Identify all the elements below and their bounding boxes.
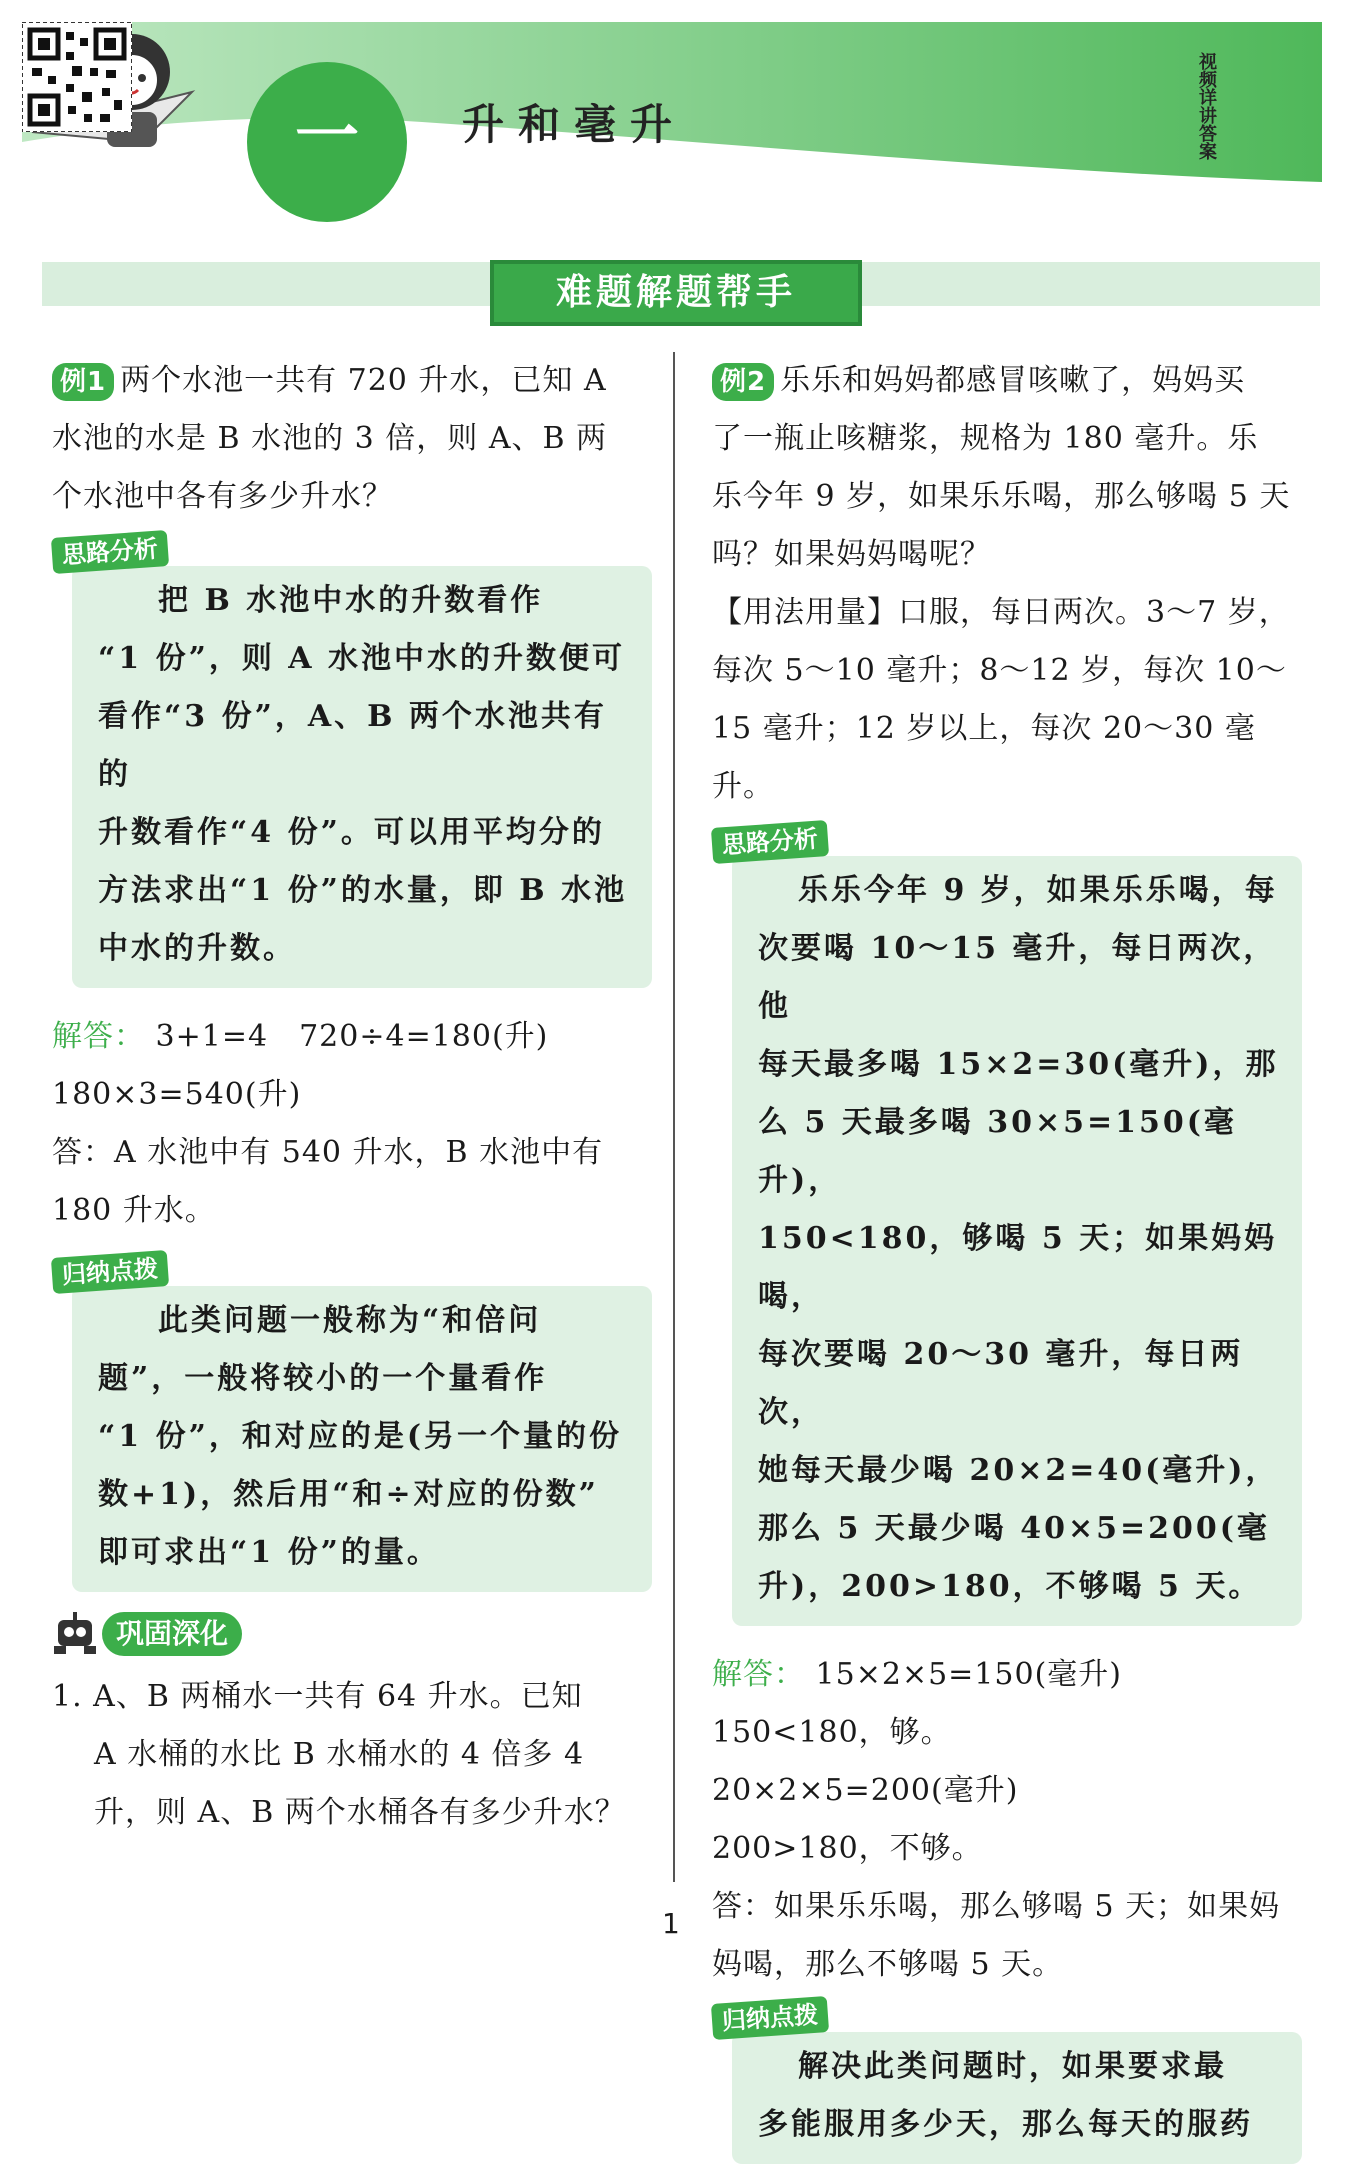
example2-line: 每次 5～10 毫升；8～12 岁，每次 10～ <box>712 653 1287 688</box>
analysis-tag: 思路分析 <box>51 530 169 574</box>
example2-line: 例2 乐乐和妈妈都感冒咳嗽了，妈妈买 <box>712 352 1302 410</box>
summary-tag: 归纳点拨 <box>711 1996 829 2040</box>
answer-line: 20×2×5=200(毫升) <box>712 1773 1019 1808</box>
analysis-box: 乐乐今年 9 岁，如果乐乐喝，每 次要喝 10～15 毫升，每日两次，他 每天最多喝 15×2=30(毫升)，那 么 5 天最多喝 30×5=150(毫升)， 150<180，够喝 5 天；如果妈妈喝， 每次要喝 20～30 毫升，每日两次， 她每天最少喝 20×2=40(毫升)， 那么 5 天最少喝 40×5=200(毫 升)，200>180，不够喝 5 天。 <box>732 856 1302 1626</box>
example1-tag: 例1 <box>52 363 114 401</box>
example1-analysis <box>52 534 652 988</box>
example1-answer: 解答： 3+1=4 720÷4=180(升) <box>52 1019 549 1054</box>
exercise-1-line: A 水桶的水比 B 水桶水的 4 倍多 4 <box>94 1737 585 1772</box>
answer-line: 妈喝，那么不够喝 5 天。 <box>712 1947 1064 1982</box>
example2-line: 乐今年 9 岁，如果乐乐喝，那么够喝 5 天 <box>712 479 1291 514</box>
example2-analysis <box>712 824 1302 1626</box>
right-column <box>712 352 1302 2164</box>
answer-line: 150<180，够。 <box>712 1715 952 1750</box>
summary-tag: 归纳点拨 <box>51 1250 169 1294</box>
summary-box: 解决此类问题时，如果要求最 多能服用多少天，那么每天的服药 <box>732 2032 1302 2164</box>
answer-line: 答：如果乐乐喝，那么够喝 5 天；如果妈 <box>712 1889 1281 1924</box>
chapter-header <box>22 22 1322 190</box>
section-banner <box>490 260 862 326</box>
analysis-tag: 思路分析 <box>711 820 829 864</box>
answer-line: 180 升水。 <box>52 1193 216 1228</box>
exercise-1-line: 升，则 A、B 两个水桶各有多少升水？ <box>94 1795 626 1830</box>
example2-answer: 解答： 15×2×5=150(毫升) <box>712 1657 1122 1692</box>
page-number: 1 <box>662 1907 680 1940</box>
example2-line: 15 毫升；12 岁以上，每次 20～30 毫升。 <box>712 711 1256 804</box>
example1-line: 水池的水是 B 水池的 3 倍，则 A、B 两 <box>52 421 608 456</box>
section-title: 难题解题帮手 <box>555 272 796 313</box>
consolidate-header <box>52 1612 652 1662</box>
example2-line: 吗？如果妈妈喝呢？ <box>712 537 991 572</box>
example2-tag: 例2 <box>712 363 774 401</box>
answer-line: 答：A 水池中有 540 升水，B 水池中有 <box>52 1135 604 1170</box>
column-divider <box>673 352 675 1882</box>
example1-summary <box>52 1254 652 1592</box>
consolidate-tag: 巩固深化 <box>102 1612 242 1656</box>
exercise-1-line: 1. A、B 两桶水一共有 64 升水。已知 <box>52 1679 583 1714</box>
unit-number: 一 <box>295 100 359 174</box>
page <box>22 22 1322 2142</box>
example1-line: 个水池中各有多少升水？ <box>52 479 393 514</box>
qr-code[interactable] <box>22 22 132 132</box>
chapter-title: 升和毫升 <box>462 100 687 149</box>
example1-line: 例1 两个水池一共有 720 升水，已知 A <box>52 352 652 410</box>
summary-box: 此类问题一般称为“和倍问 题”，一般将较小的一个量看作 “1 份”，和对应的是(另一个量的份 数+1)，然后用“和÷对应的份数” 即可求出“1 份”的量。 <box>72 1286 652 1592</box>
example2-line: 了一瓶止咳糖浆，规格为 180 毫升。乐 <box>712 421 1259 456</box>
answer-line: 200>180，不够。 <box>712 1831 983 1866</box>
answer-label: 解答： <box>52 1019 145 1054</box>
answer-line: 180×3=540(升) <box>52 1077 302 1112</box>
unit-number-badge <box>247 62 407 222</box>
qr-caption: 视频详讲答案 <box>1196 52 1217 160</box>
robot-icon <box>52 1612 98 1656</box>
answer-label: 解答： <box>712 1657 805 1692</box>
analysis-box: 把 B 水池中水的升数看作 “1 份”，则 A 水池中水的升数便可 看作“3 份”，A、B 两个水池共有的 升数看作“4 份”。可以用平均分的 方法求出“1 份”的水量，即 B 水池 中水的升数。 <box>72 566 652 988</box>
left-column <box>52 352 652 1842</box>
example2-line: 【用法用量】口服，每日两次。3～7 岁， <box>712 595 1290 630</box>
example2-summary <box>712 2000 1302 2164</box>
